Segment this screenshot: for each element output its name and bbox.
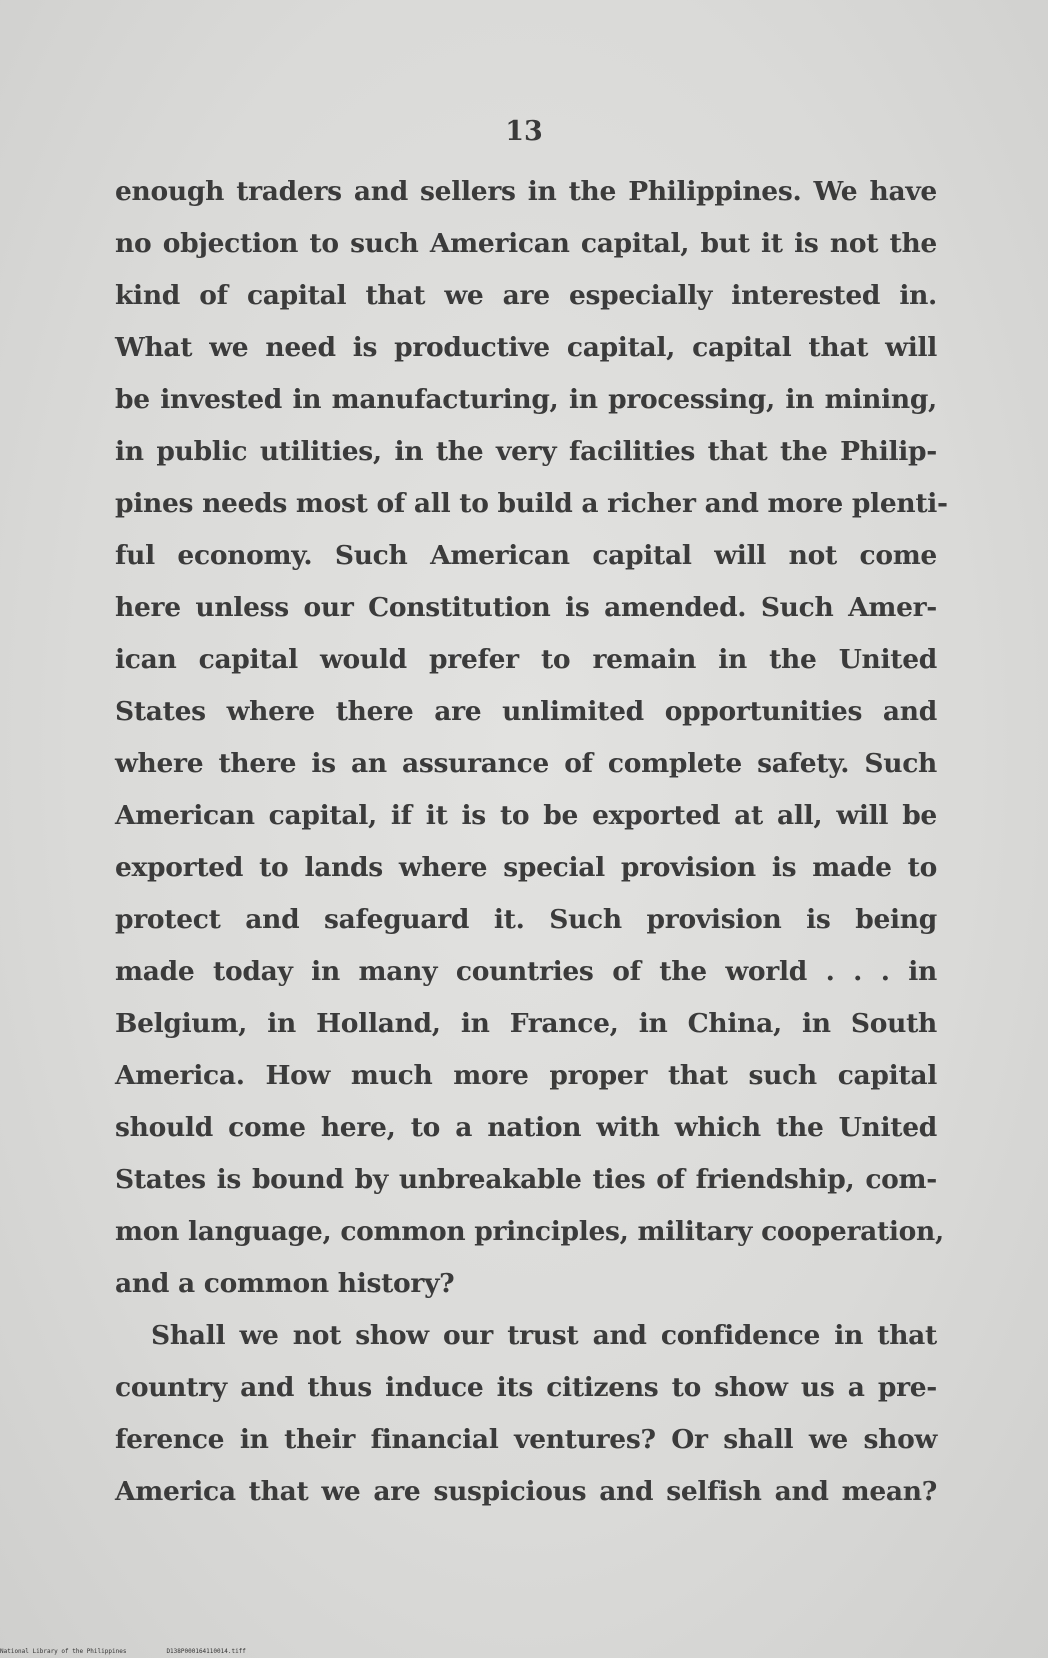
text-line: What we need is productive capital, capital that will	[115, 332, 937, 363]
text-line: pines needs most of all to build a richer and more plenti-	[115, 488, 948, 519]
scan-footer	[0, 1648, 286, 1655]
text-line: protect and safeguard it. Such provision is being	[115, 904, 937, 935]
text-line: ican capital would prefer to remain in the United	[115, 644, 937, 675]
text-line: in public utilities, in the very facilities that the Philip-	[115, 436, 937, 467]
text-line: ference in their financial ventures? Or shall we show	[115, 1424, 937, 1455]
text-line: be invested in manufacturing, in processing, in mining,	[115, 384, 937, 415]
footer-library: National Library of the Philippines	[0, 1648, 127, 1655]
text-line: Shall we not show our trust and confidence in that	[151, 1320, 937, 1351]
text-line: and a common history?	[115, 1268, 455, 1299]
text-line: America. How much more proper that such capital	[115, 1060, 937, 1091]
text-line: America that we are suspicious and selfish and mean?	[115, 1476, 937, 1507]
text-line: where there is an assurance of complete safety. Such	[115, 748, 937, 779]
text-line: here unless our Constitution is amended. Such Amer-	[115, 592, 937, 623]
text-line: should come here, to a nation with which the United	[115, 1112, 937, 1143]
text-line: States where there are unlimited opportunities and	[115, 696, 937, 727]
text-line: American capital, if it is to be exported at all, will be	[115, 800, 937, 831]
text-line: enough traders and sellers in the Philippines. We have	[115, 176, 937, 207]
text-line: kind of capital that we are especially interested in.	[115, 280, 937, 311]
text-line: exported to lands where special provision is made to	[115, 852, 937, 883]
text-line: no objection to such American capital, but it is not the	[115, 228, 937, 259]
text-line: made today in many countries of the world . . . in	[115, 956, 937, 987]
text-line: States is bound by unbreakable ties of friendship, com-	[115, 1164, 937, 1195]
text-line: mon language, common principles, military cooperation,	[115, 1216, 944, 1247]
page-number: 13	[505, 116, 543, 147]
body-text	[115, 166, 948, 1518]
footer-file: D138P000164110014.tiff	[166, 1648, 246, 1655]
text-line: Belgium, in Holland, in France, in China, in South	[115, 1008, 937, 1039]
text-line: country and thus induce its citizens to show us a pre-	[115, 1372, 937, 1403]
text-line: ful economy. Such American capital will not come	[115, 540, 937, 571]
